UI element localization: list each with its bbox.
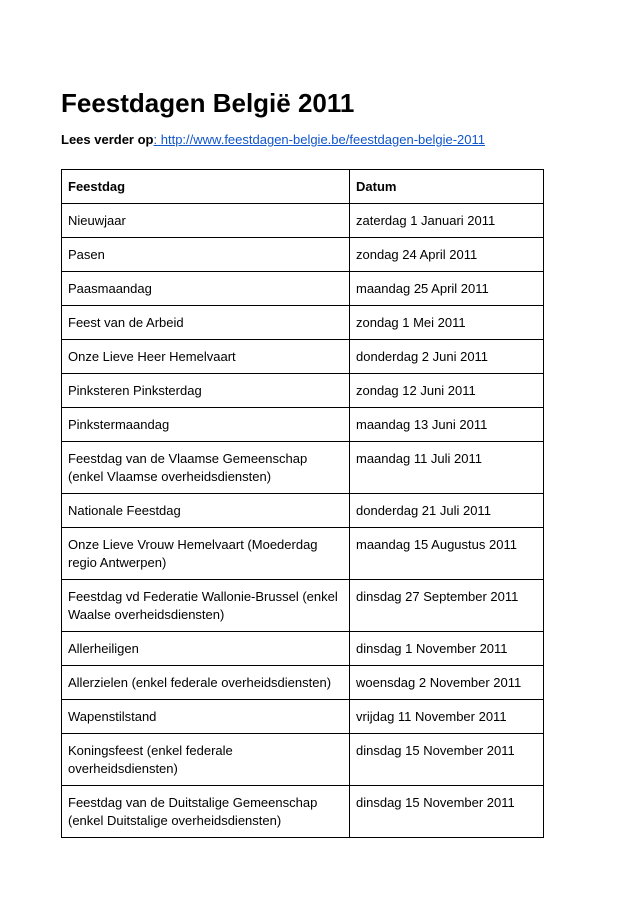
cell-datum: dinsdag 27 September 2011 — [350, 580, 544, 632]
cell-datum: zondag 24 April 2011 — [350, 238, 544, 272]
cell-feestdag: Feestdag van de Duitstalige Gemeenschap (enkel Duitstalige overheidsdiensten) — [62, 786, 350, 838]
cell-feestdag: Pinkstermaandag — [62, 408, 350, 442]
cell-feestdag: Pasen — [62, 238, 350, 272]
table-row — [62, 306, 544, 340]
table-row — [62, 272, 544, 306]
holidays-table — [61, 169, 544, 838]
table-row — [62, 666, 544, 700]
read-more-label: Lees verder op — [61, 132, 154, 147]
cell-feestdag: Paasmaandag — [62, 272, 350, 306]
cell-feestdag: Nationale Feestdag — [62, 494, 350, 528]
cell-feestdag: Allerzielen (enkel federale overheidsdiensten) — [62, 666, 350, 700]
cell-feestdag: Wapenstilstand — [62, 700, 350, 734]
cell-datum: donderdag 2 Juni 2011 — [350, 340, 544, 374]
cell-feestdag: Allerheiligen — [62, 632, 350, 666]
read-more-link[interactable] — [154, 132, 486, 147]
cell-datum: zondag 1 Mei 2011 — [350, 306, 544, 340]
table-row — [62, 528, 544, 580]
cell-feestdag: Onze Lieve Vrouw Hemelvaart (Moederdag regio Antwerpen) — [62, 528, 350, 580]
cell-datum: maandag 11 Juli 2011 — [350, 442, 544, 494]
table-row — [62, 580, 544, 632]
cell-datum: zaterdag 1 Januari 2011 — [350, 204, 544, 238]
table-row — [62, 238, 544, 272]
header-datum: Datum — [350, 170, 544, 204]
cell-feestdag: Onze Lieve Heer Hemelvaart — [62, 340, 350, 374]
cell-datum: maandag 13 Juni 2011 — [350, 408, 544, 442]
table-row — [62, 494, 544, 528]
cell-datum: dinsdag 15 November 2011 — [350, 734, 544, 786]
cell-feestdag: Feestdag van de Vlaamse Gemeenschap (enkel Vlaamse overheidsdiensten) — [62, 442, 350, 494]
cell-datum: vrijdag 11 November 2011 — [350, 700, 544, 734]
table-header-row — [62, 170, 544, 204]
cell-datum: maandag 25 April 2011 — [350, 272, 544, 306]
cell-datum: woensdag 2 November 2011 — [350, 666, 544, 700]
table-row — [62, 734, 544, 786]
cell-feestdag: Feestdag vd Federatie Wallonie-Brussel (enkel Waalse overheidsdiensten) — [62, 580, 350, 632]
read-more-link-colon: : — [153, 132, 158, 147]
table-row — [62, 204, 544, 238]
cell-datum: donderdag 21 Juli 2011 — [350, 494, 544, 528]
cell-feestdag: Koningsfeest (enkel federale overheidsdiensten) — [62, 734, 350, 786]
table-row — [62, 374, 544, 408]
table-row — [62, 442, 544, 494]
read-more-line — [61, 131, 485, 149]
table-row — [62, 700, 544, 734]
table-row — [62, 408, 544, 442]
page-title: Feestdagen België 2011 — [61, 88, 355, 118]
read-more-link-url: http://www.feestdagen-belgie.be/feestdagen-belgie-2011 — [157, 132, 486, 147]
cell-datum: dinsdag 15 November 2011 — [350, 786, 544, 838]
cell-datum: maandag 15 Augustus 2011 — [350, 528, 544, 580]
table-row — [62, 340, 544, 374]
cell-feestdag: Nieuwjaar — [62, 204, 350, 238]
table-row — [62, 632, 544, 666]
table-row — [62, 786, 544, 838]
cell-feestdag: Pinksteren Pinksterdag — [62, 374, 350, 408]
cell-feestdag: Feest van de Arbeid — [62, 306, 350, 340]
header-feestdag: Feestdag — [62, 170, 350, 204]
cell-datum: zondag 12 Juni 2011 — [350, 374, 544, 408]
cell-datum: dinsdag 1 November 2011 — [350, 632, 544, 666]
